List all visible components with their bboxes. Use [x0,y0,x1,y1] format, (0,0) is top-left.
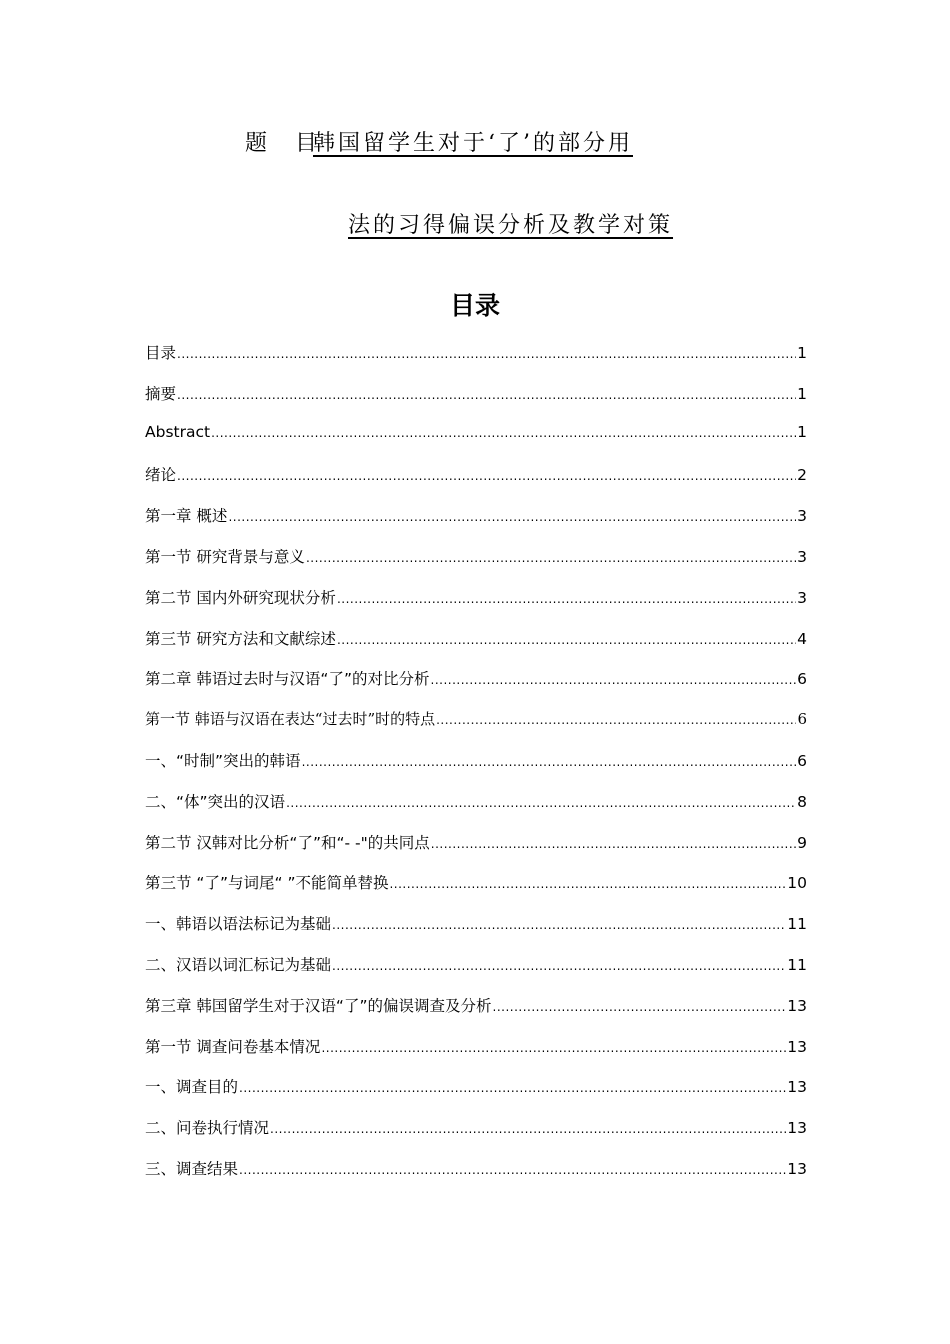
dot-leader [337,633,796,647]
dot-leader [431,673,797,687]
title-label: 题 目 [245,131,321,156]
toc-entry-page: 13 [787,1078,807,1097]
table-of-contents [145,341,807,1198]
toc-entry-title: 第一章 概述 [145,507,228,526]
toc-entry-chapter-1-section-1[interactable] [145,545,807,586]
dot-leader [286,796,796,810]
dot-leader [332,959,786,973]
toc-entry-title: 第二章 韩语过去时与汉语“了”的对比分析 [145,670,430,689]
toc-entry-chapter-2-section-2[interactable] [145,831,807,872]
toc-entry-chapter-3[interactable] [145,994,807,1035]
toc-entry-chapter-3-item-3[interactable] [145,1157,807,1198]
toc-entry-page: 13 [787,1119,807,1138]
toc-entry-page: 1 [797,422,807,441]
toc-entry-chapter-2-section-3[interactable] [145,871,807,912]
toc-entry-page: 2 [797,466,807,485]
toc-entry-title: 二、问卷执行情况 [145,1119,270,1138]
dot-leader [177,469,796,483]
thesis-title-line-2 [348,208,701,239]
toc-entry-chapter-1-section-2[interactable] [145,586,807,627]
toc-entry-title: 一、韩语以语法标记为基础 [145,915,332,934]
toc-entry-page: 13 [787,1159,807,1178]
toc-entry-title: 二、“体”突出的汉语 [145,792,286,811]
toc-entry-title: 第三章 韩国留学生对于汉语“了”的偏误调查及分析 [145,996,492,1015]
toc-entry-page: 1 [797,384,807,403]
dot-leader [332,918,786,932]
toc-entry-title: 第一节 韩语与汉语在表达“过去时”时的特点 [145,710,436,729]
title-text-part-1: 韩国留学生对于‘了’的部分用 [313,131,633,156]
toc-entry-page: 10 [787,874,807,893]
toc-entry-title: 一、调查目的 [145,1078,239,1097]
toc-entry-page: 6 [797,670,807,689]
toc-entry-title: 第一节 研究背景与意义 [145,547,305,566]
toc-entry-page: 4 [797,629,807,648]
toc-entry-chapter-2-item-3[interactable] [145,912,807,953]
toc-entry-title: Abstract [145,422,211,441]
toc-entry-page: 8 [797,792,807,811]
dot-leader [389,877,786,891]
dot-leader [436,713,796,727]
toc-heading: 目录 [449,291,500,320]
thesis-title-line-1 [245,126,633,157]
dot-leader [239,1163,786,1177]
toc-entry-chapter-2-section-1[interactable] [145,708,807,749]
dot-leader [321,1041,786,1055]
toc-entry-title: 一、“时制”突出的韩语 [145,751,301,770]
dot-leader [337,592,796,606]
dot-leader [211,426,796,440]
toc-entry-chapter-2-item-2[interactable] [145,790,807,831]
toc-entry-page: 3 [797,507,807,526]
toc-entry-title: 第二节 国内外研究现状分析 [145,588,336,607]
dot-leader [302,755,797,769]
toc-entry-page: 13 [787,996,807,1015]
toc-entry-page: 11 [787,915,807,934]
toc-entry-title: 第二节 汉韩对比分析“了”和“- -"的共同点 [145,833,430,852]
toc-entry-chapter-1-section-3[interactable] [145,627,807,668]
dot-leader [228,510,796,524]
toc-entry-chapter-3-item-2[interactable] [145,1116,807,1157]
dot-leader [306,551,796,565]
toc-entry-page: 9 [797,833,807,852]
toc-entry-title: 绪论 [145,466,177,485]
toc-entry-page: 1 [797,344,807,362]
toc-entry-page: 6 [797,751,807,770]
dot-leader [493,1000,787,1014]
toc-entry-title: 二、汉语以词汇标记为基础 [145,955,332,974]
dot-leader [270,1122,786,1136]
toc-entry-page: 6 [797,710,807,729]
dot-leader [239,1081,786,1095]
toc-entry-title: 目录 [145,344,177,362]
toc-entry-abstract-cn[interactable] [145,382,807,423]
toc-entry-page: 13 [787,1037,807,1056]
toc-entry-abstract-en[interactable] [145,423,807,464]
toc-entry-chapter-2-item-4[interactable] [145,953,807,994]
toc-entry-page: 11 [787,955,807,974]
dot-leader [177,347,796,361]
toc-entry-title: 第一节 调查问卷基本情况 [145,1037,321,1056]
toc-entry-chapter-2-item-1[interactable] [145,749,807,790]
dot-leader [431,837,796,851]
toc-entry-title: 第三节 “了”与词尾“ ”不能简单替换 [145,874,389,893]
title-text-part-2: 法的习得偏误分析及教学对策 [348,213,674,238]
toc-entry-chapter-2[interactable] [145,667,807,708]
toc-entry-chapter-1[interactable] [145,504,807,545]
toc-entry-title: 摘要 [145,384,177,403]
toc-entry-contents[interactable] [145,341,807,382]
toc-entry-page: 3 [797,588,807,607]
toc-entry-page: 3 [797,547,807,566]
toc-entry-title: 第三节 研究方法和文献综述 [145,629,336,648]
toc-entry-title: 三、调查结果 [145,1159,239,1178]
toc-entry-chapter-3-section-1[interactable] [145,1035,807,1076]
dot-leader [177,388,796,402]
toc-entry-introduction[interactable] [145,463,807,504]
toc-entry-chapter-3-item-1[interactable] [145,1075,807,1116]
